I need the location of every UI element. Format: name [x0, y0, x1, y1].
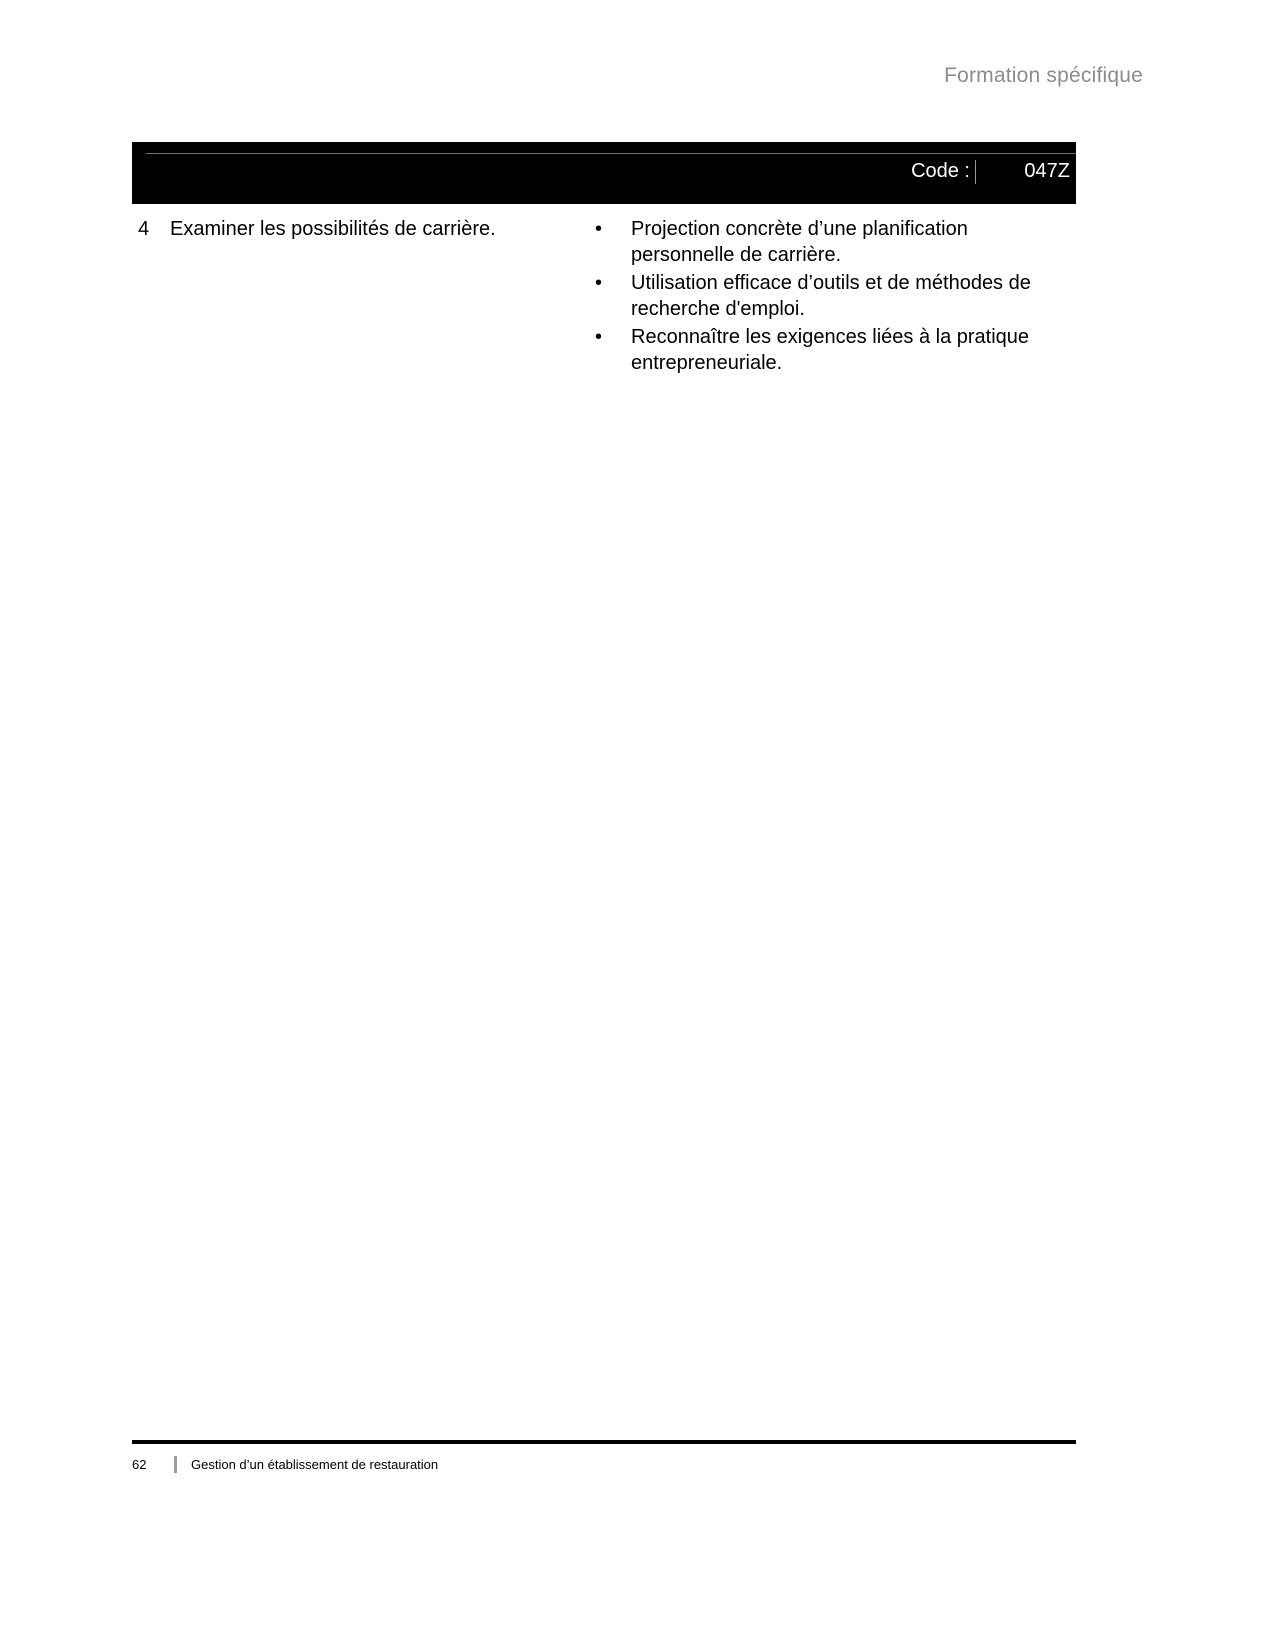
bullet-icon: • — [595, 325, 603, 348]
criteria-list — [587, 216, 1076, 376]
list-item — [587, 216, 1076, 269]
banner-divider-line — [146, 153, 1076, 154]
competency-row — [132, 212, 1076, 377]
performance-criteria-cell — [587, 212, 1076, 377]
competency-block — [132, 212, 1076, 377]
bullet-icon: • — [595, 271, 603, 294]
competency-statement-cell — [132, 212, 587, 242]
footer-row — [132, 1456, 1076, 1473]
competency-item — [138, 216, 577, 242]
competency-number: 4 — [138, 218, 150, 240]
code-label: Code : — [911, 160, 970, 182]
footer-document-title: Gestion d’un établissement de restauration — [191, 1457, 439, 1472]
page-footer — [132, 1440, 1076, 1473]
running-header-title: Formation spécifique — [944, 64, 1143, 87]
bullet-icon: • — [595, 218, 603, 240]
page-number: 62 — [132, 1457, 147, 1472]
list-item — [587, 324, 1076, 377]
code-cell-divider — [975, 160, 976, 184]
footer-separator-bar — [174, 1456, 177, 1473]
running-header — [944, 64, 1143, 88]
footer-divider — [132, 1440, 1076, 1444]
code-value: 047Z — [1024, 160, 1070, 182]
criterion-text: Reconnaître les exigences liées à la pratique entrepreneuriale. — [631, 325, 1030, 374]
list-item — [587, 270, 1076, 323]
code-banner — [132, 142, 1076, 204]
criterion-text: Utilisation efficace d’outils et de méthodes de recherche d'emploi. — [631, 271, 1031, 321]
criterion-text: Projection concrète d’une planification personnelle de carrière. — [631, 218, 968, 267]
competency-statement: Examiner les possibilités de carrière. — [170, 218, 496, 240]
